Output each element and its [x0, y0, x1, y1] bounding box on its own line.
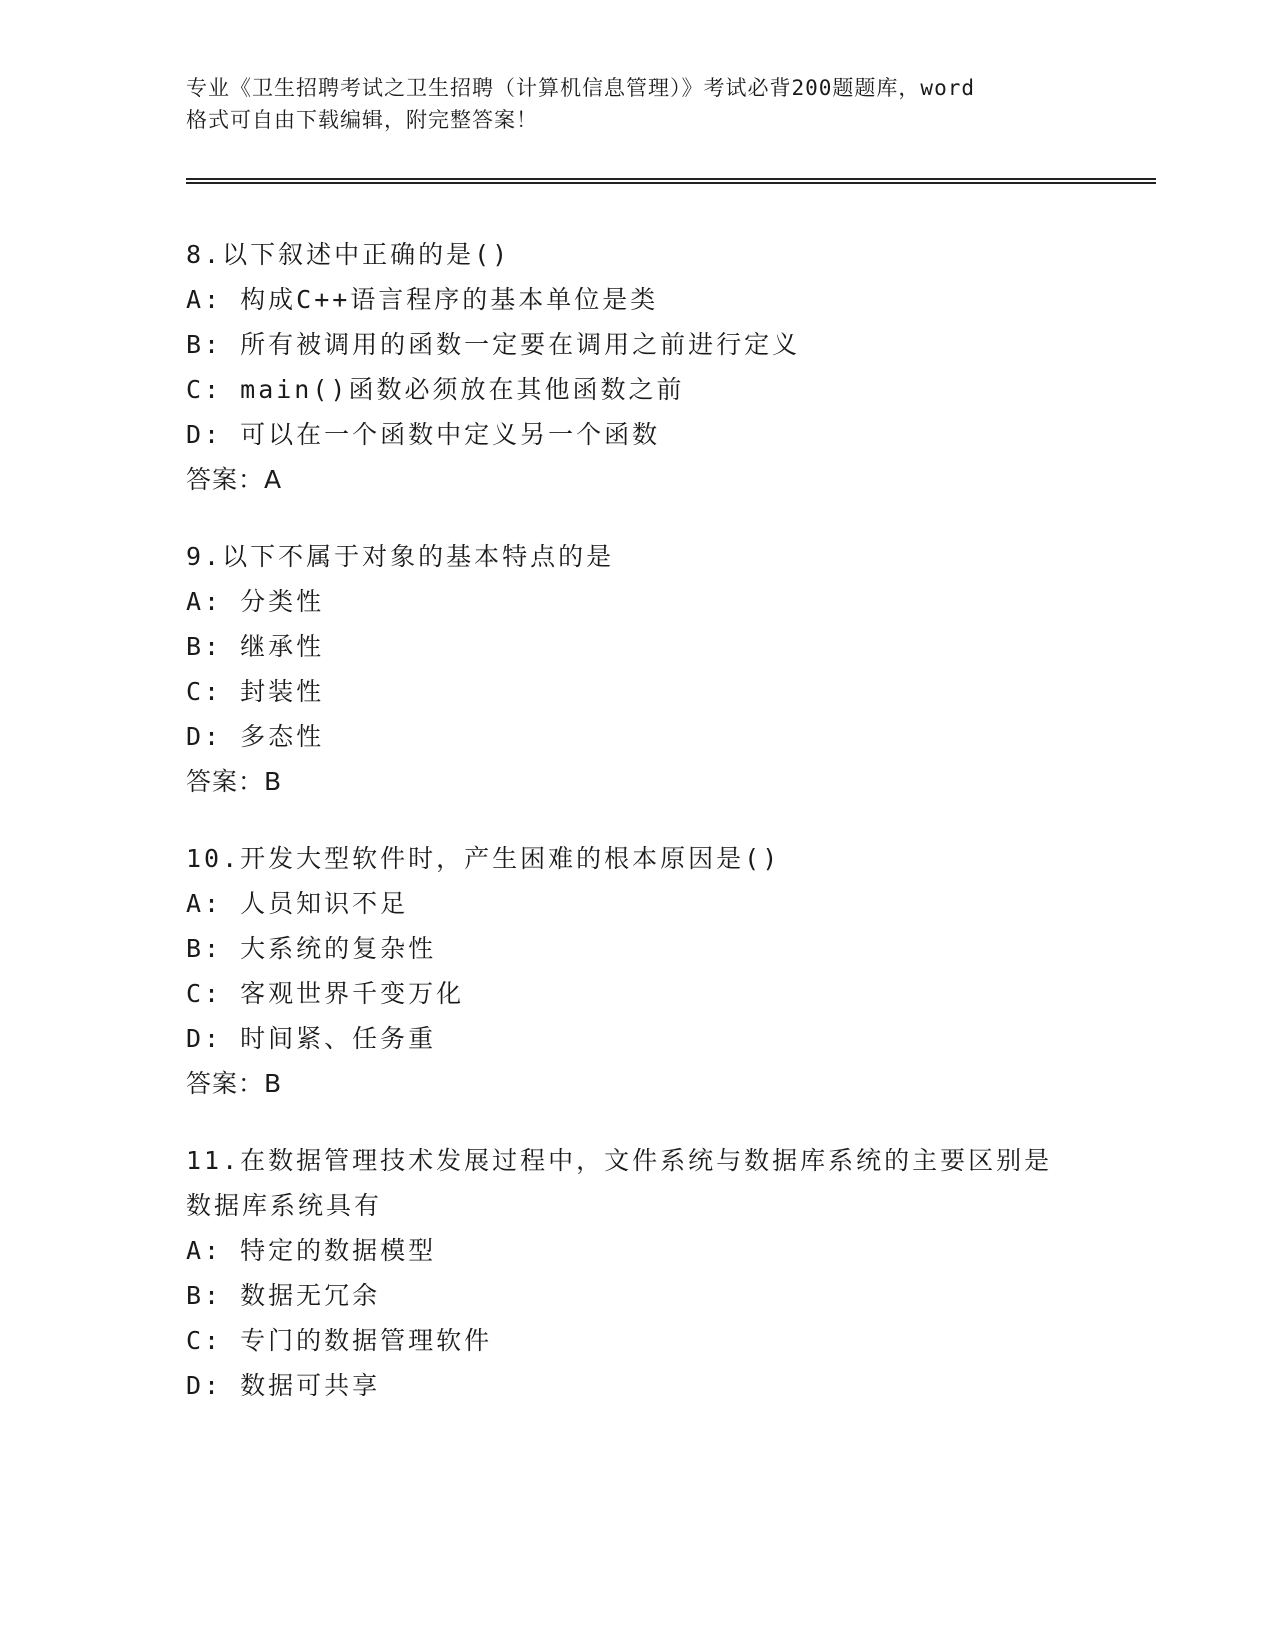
answer-line: 答案：A — [186, 465, 283, 494]
answer-line: 答案：B — [186, 1069, 283, 1098]
option-c: C: main()函数必须放在其他函数之前 — [186, 375, 685, 404]
question-9 — [186, 534, 1146, 804]
option-a: A: 构成C++语言程序的基本单位是类 — [186, 285, 659, 314]
question-10 — [186, 836, 1146, 1106]
question-8 — [186, 232, 1146, 502]
option-a: A: 人员知识不足 — [186, 889, 409, 918]
option-d: D: 可以在一个函数中定义另一个函数 — [186, 420, 661, 449]
option-a: A: 分类性 — [186, 587, 325, 616]
option-c: C: 封装性 — [186, 677, 325, 706]
question-stem: 8.以下叙述中正确的是() — [186, 240, 511, 269]
question-list — [186, 232, 1146, 1440]
option-b: B: 大系统的复杂性 — [186, 934, 437, 963]
header-line-2: 格式可自由下载编辑，附完整答案！ — [186, 108, 538, 132]
question-stem: 10.开发大型软件时，产生困难的根本原因是() — [186, 844, 781, 873]
option-b: B: 继承性 — [186, 632, 325, 661]
answer-line: 答案：B — [186, 767, 283, 796]
document-header — [186, 72, 1086, 136]
option-d: D: 时间紧、任务重 — [186, 1024, 437, 1053]
option-b: B: 数据无冗余 — [186, 1281, 381, 1310]
header-divider — [186, 178, 1156, 184]
option-b: B: 所有被调用的函数一定要在调用之前进行定义 — [186, 330, 801, 359]
option-a: A: 特定的数据模型 — [186, 1236, 437, 1265]
question-11 — [186, 1138, 1146, 1408]
option-d: D: 多态性 — [186, 722, 325, 751]
question-stem: 9.以下不属于对象的基本特点的是 — [186, 542, 615, 571]
option-c: C: 专门的数据管理软件 — [186, 1326, 493, 1355]
option-d: D: 数据可共享 — [186, 1371, 381, 1400]
option-c: C: 客观世界千变万化 — [186, 979, 465, 1008]
question-stem-line-2: 数据库系统具有 — [186, 1191, 383, 1220]
header-line-1: 专业《卫生招聘考试之卫生招聘（计算机信息管理）》考试必背200题题库，word — [186, 76, 975, 100]
question-stem-line-1: 11.在数据管理技术发展过程中，文件系统与数据库系统的主要区别是 — [186, 1146, 1053, 1175]
